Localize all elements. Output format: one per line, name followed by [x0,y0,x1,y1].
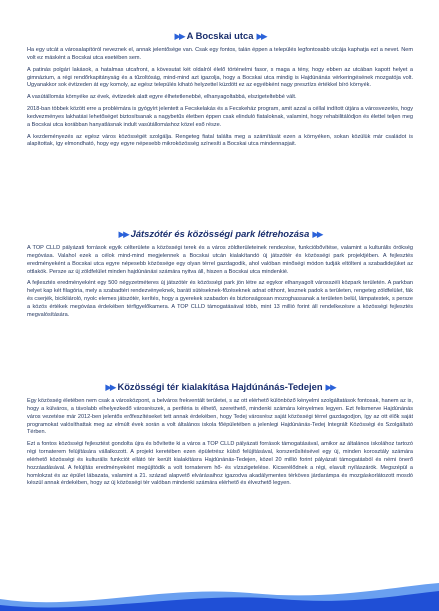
section-title [27,228,413,240]
double-chevron-right-icon: ▶▶ [256,31,266,41]
double-chevron-right-icon: ▶▶ [312,229,322,239]
section-title-text: Játszótér és közösségi park létrehozása [130,228,310,239]
paragraph: A fejlesztés eredményeként egy 500 négyzetméteres új játszótér és közösségi park jön létre az egykor elhanyagolt városszéli közpark területén. A parkban helyet kap két filagória, mely a szabadtéri rendezvényeknek, baráti sütéseknek-főzéseknek adnat otthont, lesznek padok a területen, rengeteg zöldfelület, fák és cserjék, bicikliároló, nyolc elemes játszótér, kerítés, hogy a gyerekek szabadon és biztonságosan mozoghassanak a területen belül, lámpatestek, s persze a közös értékek megóvása érdekében térfigyelőkamera. A TOP CLLD támogatásával több, mint 13 millió forint áll rendelkezésre a közösségi fejlesztés megvalósítására. [27,280,413,318]
section-title [27,30,413,42]
double-chevron-right-icon: ▶▶ [325,382,335,392]
section-title-text: Közösségi tér kialakítása Hajdúnánás-Tedejen [117,381,323,392]
double-chevron-right-icon: ▶▶ [174,31,184,41]
paragraph: A patinás polgári lakások, a hatalmas utcafront, a kövesutat két oldalról élelő történelmi fasor, s maga a tény, hogy ebben az utcában kapott helyet a gimnázium, a régi rendőrkapitányság és a tűzoltóság, mind-mind azt igazolja, hogy a Bocskai utca mindig is Hajdúnánás vérkeringésének mozgatója volt. Ugyanakkor sok évtizeden át egy komoly, az egész település kiható helyzettel küzdött ez az egyébként nagy presztízs értékkel bíró környék. [27,66,413,89]
section-title [27,381,413,393]
decorative-wave-footer [0,581,439,611]
double-chevron-right-icon: ▶▶ [105,382,115,392]
double-chevron-right-icon: ▶▶ [118,229,128,239]
paragraph: Ezt a fontos közösségi fejlesztést gondolta újra és bővítette ki a város a TOP CLLD pályázati források támogatásával, amikor az általános iskolához tartozó régi tornaterem felújítására vállalkozott. A projekt keretében ezen épületrész külső felújításával, korszerűsítésével egy új, minden korosztály számára elérhető közösségi és kulturális funkciót ellátó tér került kialakításra Hajdúnánás-Tedejen, közel 20 millió forint pályázati támogatásból és némi önerő hozzáadásával. A felújítás eredményeként megújítódik a volt tornaterem hő- és vízszigetelése. Kicserélődnek a régi, elavult nyílászárók. Megszépül a homlokzat és az épület lábazata, valamint a 21. század alapvető elvárásaihoz igazodva akadálymentes térköves járdarámpa és mozgáskorlátozott mosdó készül annak érdekében, hogy az új közösségi tér valóban mindenki számára elérhető és élvezhető legyen. [27,441,413,487]
section-bocskai-utca [27,30,413,153]
paragraph: A vasútállomás környéke az évek, évtizedek alatt egyre élhetetlenebbé, elhanyagoltabbá, elszigeteltebbé vált. [27,94,297,101]
section-jatszoter [27,228,413,324]
section-title-text: A Bocskai utca [186,30,254,41]
paragraph: A kezdeményezés az egész város közösségét szolgálja. Rengeteg fiatal találta meg a számítását ezen a környéken, sokan közülük már családot is alapítottak, így elmondható, hogy egy egyre népesebb mikroközösség színesíti a Bocskai utca mindennapjait. [27,133,413,148]
section-tedej [27,381,413,492]
paragraph: A TOP CLLD pályázati források egyik célterülete a közösségi terek és a város zöldterületeinek rendezése, funkcióbővítése, valamint a kulturális örökség megóvása. Valahol ezek a célok mind-mind megjelennek a Bocskai utcán kialakítandó új játszótér és közösségi park projektjében. A fejlesztés eredményeként a Bocskai utca egyre népesebb közössége egy olyan térrel gazdagodik, ahol valóban minőségi módon tudják eltölteni a szabadidejüket az ottlakók. Persze az új zöldfelület minden hajdúnánási számára nyitva áll, hiszen a Bocskai utca mindenkié. [27,245,413,275]
paragraph: Ha egy utcát a városalapítóról neveznek el, annak jelentősége van. Csak egy fontos, talán éppen a település legfontosabb utcája kaphatja ezt a nevet. Nem volt ez másként a Bocskai utca esetében sem. [27,47,413,61]
paragraph: Egy közösség életében nem csak a városközpont, a belváros frekventált területei, s az ott elérhető különböző kényelmi szolgáltatások fontosak, hanem az is, hogy a külváros, a távolabb elhelyezkedő városrészek, a periféria is élhető, szerethető, mindenki számára kényelmes legyen. Ezt felismerve Hajdúnánás város vezetése már 2012-ben jelentős erőfeszítéseket tett annak érdekében, hogy Tedej városrész saját közösségi térrel gazdagodjon, így az ott élők saját programokat valósíthattak meg az elmúlt évek során a volt általános iskola főépületében a jelenlegi Hajdúnánás-Tedej Integrált Közösségi és Szolgáltató Térben. [27,398,413,436]
paragraph: 2018-ban többek között erre a problémára is gyógyírt jelentett a Fecskelakás és a Fecskeház program, amit azzal a céllal indított útjára a városvezetés, hogy kedvezményes lakhatási lehetőséget biztosítsanak a nagybetűs életben éppen csak elinduló fiataloknak, valamint, hogy rehabilitálódjon és élettel teljen meg a Bocskai utca korábban hanyatlásnak indult vasútállomáshoz közel eső része. [27,106,413,128]
